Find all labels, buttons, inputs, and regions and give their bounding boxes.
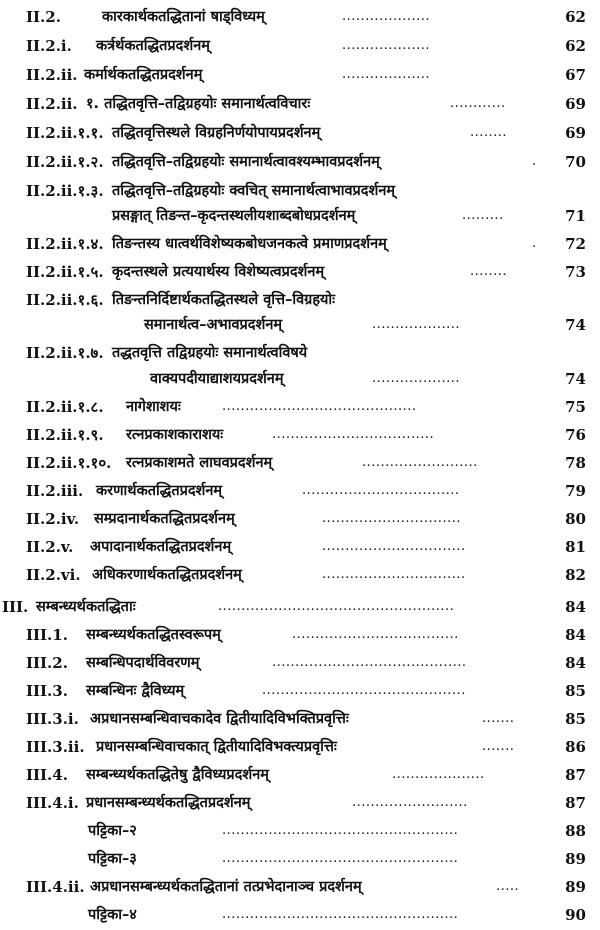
leader-dots: ............................................: [262, 683, 466, 698]
leader-dots: .........................: [362, 455, 478, 470]
toc-entry: [0, 231, 600, 257]
entry-title: सम्बन्ध्यर्थकतद्धिताः: [36, 599, 136, 615]
leader-dots: ..........................................: [272, 655, 467, 670]
entry-title: प्रधानसम्बन्ध्यर्थकतद्धितप्रदर्शनम्: [86, 795, 251, 811]
page-number: 79: [565, 482, 586, 500]
leader-dots: ....................: [392, 767, 485, 782]
entry-title: सम्बन्ध्यर्थकतद्धितस्वरूपम्: [86, 627, 221, 643]
toc-entry: [0, 287, 600, 313]
toc-entry: [0, 394, 600, 420]
entry-title: अप्रधानसम्बन्धिवाचकादेव द्वितीयादिविभक्तिप्रवृत्तिः: [90, 711, 349, 727]
page-number: 82: [565, 566, 586, 584]
leader-dots: ........: [470, 264, 508, 279]
page-number: 72: [565, 235, 586, 253]
entry-number: II.2.ii.१.६.: [26, 291, 104, 309]
page-number: 80: [565, 510, 586, 528]
toc-entry: [0, 422, 600, 448]
entry-number: II.2.iv.: [26, 510, 80, 528]
entry-title: कर्त्रर्थकतद्धितप्रदर्शनम्: [96, 38, 210, 54]
entry-number: II.2.v.: [26, 538, 74, 556]
toc-entry: [0, 846, 600, 872]
entry-title: सम्प्रदानार्थकतद्धितप्रदर्शनम्: [94, 511, 235, 527]
entry-number: II.2.ii.१.३.: [26, 182, 104, 200]
leader-dots: .....: [496, 879, 520, 894]
entry-number: II.2.ii.१.७.: [26, 344, 104, 362]
page-number: 62: [565, 37, 586, 55]
toc-entry: [0, 259, 600, 285]
toc-entry: [0, 902, 600, 928]
toc-entry: [0, 650, 600, 676]
entry-number: III.3.ii.: [26, 738, 85, 756]
leader-dots: .......: [482, 711, 515, 726]
toc-entry: [0, 312, 600, 338]
leader-dots: ...................: [342, 9, 431, 24]
leader-dots: ..........................................: [222, 399, 417, 414]
leader-dots: ...................: [372, 317, 461, 332]
entry-number: II.2.ii.१.८.: [26, 398, 104, 416]
entry-title: वाक्यपदीयाद्याशयप्रदर्शनम्: [150, 371, 284, 387]
entry-number: II.2.: [26, 8, 61, 26]
toc-entry: [0, 120, 600, 146]
entry-title: पट्टिका–२: [88, 823, 137, 839]
page-number: 78: [565, 454, 586, 472]
leader-dots: .........: [462, 208, 504, 223]
leader-dots: .........................: [352, 795, 468, 810]
entry-title: प्रसङ्गात् तिङन्त–कृदन्तस्थलीयशाब्दबोधप्रदर्शनम्: [112, 208, 356, 224]
toc-entry: [0, 874, 600, 900]
entry-title: प्रधानसम्बन्धिवाचकात् द्वितीयादिविभक्त्यप्रवृत्तिः: [96, 739, 337, 755]
toc-entry: [0, 818, 600, 844]
toc-entry: [0, 178, 600, 204]
page-number: 86: [565, 738, 586, 756]
entry-title: अप्रधानसम्बन्ध्यर्थकतद्धितानां तत्प्रभेदानाञ्च प्रदर्शनम्: [90, 879, 362, 895]
toc-entry: [0, 762, 600, 788]
toc-entry: [0, 149, 600, 175]
entry-title: तिङन्तस्य धात्वर्थविशेष्यकबोधजनकत्वे प्रमाणप्रदर्शनम्: [112, 236, 387, 252]
page-number: 89: [565, 878, 586, 896]
page-number: 76: [565, 426, 586, 444]
entry-title: नागेशाशयः: [126, 399, 181, 415]
toc-entry: [0, 203, 600, 229]
page-number: 87: [565, 766, 586, 784]
leader-dots: ....................................: [292, 627, 459, 642]
page-number: 81: [565, 538, 586, 556]
entry-number: II.2.iii.: [26, 482, 84, 500]
page-number: 90: [565, 906, 586, 924]
leader-dots: ...................................................: [218, 599, 455, 614]
leader-dots: ........: [470, 125, 508, 140]
leader-dots: ...................................................: [222, 907, 459, 922]
entry-title: पट्टिका–३: [88, 851, 137, 867]
entry-number: III.: [2, 598, 29, 616]
entry-title: कर्मार्थकतद्धितप्रदर्शनम्: [84, 67, 203, 83]
toc-entry: [0, 534, 600, 560]
entry-title: सम्बन्धिपदार्थविवरणम्: [86, 655, 200, 671]
entry-number: II.2.ii.: [26, 66, 78, 84]
toc-entry: [0, 450, 600, 476]
toc-entry: [0, 506, 600, 532]
leader-dots: ...............................: [322, 567, 466, 582]
toc-entry: [0, 734, 600, 760]
page-number: 67: [565, 66, 586, 84]
entry-number: II.2.ii.१.१०.: [26, 454, 112, 472]
leader-dots: ...................: [342, 38, 431, 53]
toc-entry: [0, 62, 600, 88]
toc-entry: [0, 678, 600, 704]
page-number: 84: [565, 598, 586, 616]
page-number: 69: [565, 95, 586, 113]
entry-title: १. तद्धितवृत्ति–तद्विग्रहयोः समानार्थत्वविचारः: [86, 96, 311, 112]
entry-number: II.2.ii.१.१.: [26, 124, 104, 142]
entry-number: II.2.vi.: [26, 566, 81, 584]
entry-title: तद्धितवृत्तिस्थले विग्रहनिर्णयोपायप्रदर्शनम्: [112, 125, 321, 141]
leader-dots: ............: [450, 96, 506, 111]
entry-title: तद्धितवृत्ति–तद्विग्रहयोः समानार्थत्वावश्यम्भावप्रदर्शनम्: [112, 154, 380, 170]
toc-entry: [0, 622, 600, 648]
entry-number: III.4.ii.: [26, 878, 85, 896]
leader-dots: ...................: [342, 67, 431, 82]
leader-dots: .: [532, 154, 537, 169]
toc-entry: [0, 478, 600, 504]
entry-number: III.2.: [26, 654, 68, 672]
entry-title: अधिकरणार्थकतद्धितप्रदर्शनम्: [92, 567, 242, 583]
leader-dots: ...................: [372, 371, 461, 386]
entry-title: पट्टिका–४: [88, 907, 137, 923]
page-number: 84: [565, 654, 586, 672]
leader-dots: .: [532, 236, 537, 251]
entry-title: रत्नप्रकाशमते लाघवप्रदर्शनम्: [126, 455, 273, 471]
leader-dots: ...............................: [322, 539, 466, 554]
leader-dots: ...................................: [272, 427, 435, 442]
leader-dots: ...................................................: [222, 823, 459, 838]
toc-entry: [0, 790, 600, 816]
entry-title: सम्बन्ध्यर्थकतद्धितेषु द्वैविध्यप्रदर्शनम्: [86, 767, 269, 783]
page-number: 85: [565, 710, 586, 728]
page-number: 74: [565, 370, 586, 388]
entry-number: II.2.ii.१.५.: [26, 263, 104, 281]
entry-number: II.2.ii.१.९.: [26, 426, 104, 444]
entry-number: III.4.: [26, 766, 68, 784]
leader-dots: ..............................: [322, 511, 461, 526]
page-number: 71: [565, 207, 586, 225]
toc-entry: [0, 91, 600, 117]
toc-entry: [0, 562, 600, 588]
page-number: 85: [565, 682, 586, 700]
page-number: 88: [565, 822, 586, 840]
toc-entry: [0, 340, 600, 366]
page-number: 73: [565, 263, 586, 281]
entry-number: III.1.: [26, 626, 68, 644]
page-number: 87: [565, 794, 586, 812]
entry-title: अपादानार्थकतद्धितप्रदर्शनम्: [90, 539, 232, 555]
page-number: 74: [565, 316, 586, 334]
page-number: 62: [565, 8, 586, 26]
page-number: 84: [565, 626, 586, 644]
entry-number: III.3.: [26, 682, 68, 700]
entry-title: रत्नप्रकाशकाराशयः: [126, 427, 224, 443]
entry-number: II.2.ii.१.४.: [26, 235, 104, 253]
entry-title: कारकार्थकतद्धितानां षाड्विध्यम्: [102, 9, 265, 25]
entry-number: III.4.i.: [26, 794, 79, 812]
leader-dots: .......: [482, 739, 515, 754]
entry-title: करणार्थकतद्धितप्रदर्शनम्: [96, 483, 223, 499]
entry-title: कृदन्तस्थले प्रत्ययार्थस्य विशेष्यत्वप्रदर्शनम्: [112, 264, 325, 280]
entry-title: तिङन्तनिर्दिष्टार्थकतद्धितस्थले वृत्ति–विग्रहयोः: [112, 292, 336, 308]
entry-title: तद्धतवृत्ति तद्विग्रहयोः समानार्थत्वविषये: [112, 345, 308, 361]
entry-title: सम्बन्धिनः द्वैविध्यम्: [86, 683, 185, 699]
page-number: 89: [565, 850, 586, 868]
entry-number: III.3.i.: [26, 710, 79, 728]
entry-number: II.2.ii.: [26, 95, 78, 113]
toc-entry: [0, 366, 600, 392]
toc-entry: [0, 594, 600, 620]
entry-title: समानार्थत्व–अभावप्रदर्शनम्: [144, 317, 283, 333]
entry-number: II.2.i.: [26, 37, 72, 55]
toc-entry: [0, 4, 600, 30]
entry-number: II.2.ii.१.२.: [26, 153, 104, 171]
toc-entry: [0, 706, 600, 732]
entry-title: तद्धितवृत्ति–तद्विग्रहयोः क्वचित् समानार्थत्वाभावप्रदर्शनम्: [112, 183, 396, 199]
page-number: 75: [565, 398, 586, 416]
toc-entry: [0, 33, 600, 59]
page-number: 70: [565, 153, 586, 171]
page-number: 69: [565, 124, 586, 142]
leader-dots: ...................................................: [222, 851, 459, 866]
leader-dots: ..................................: [302, 483, 460, 498]
